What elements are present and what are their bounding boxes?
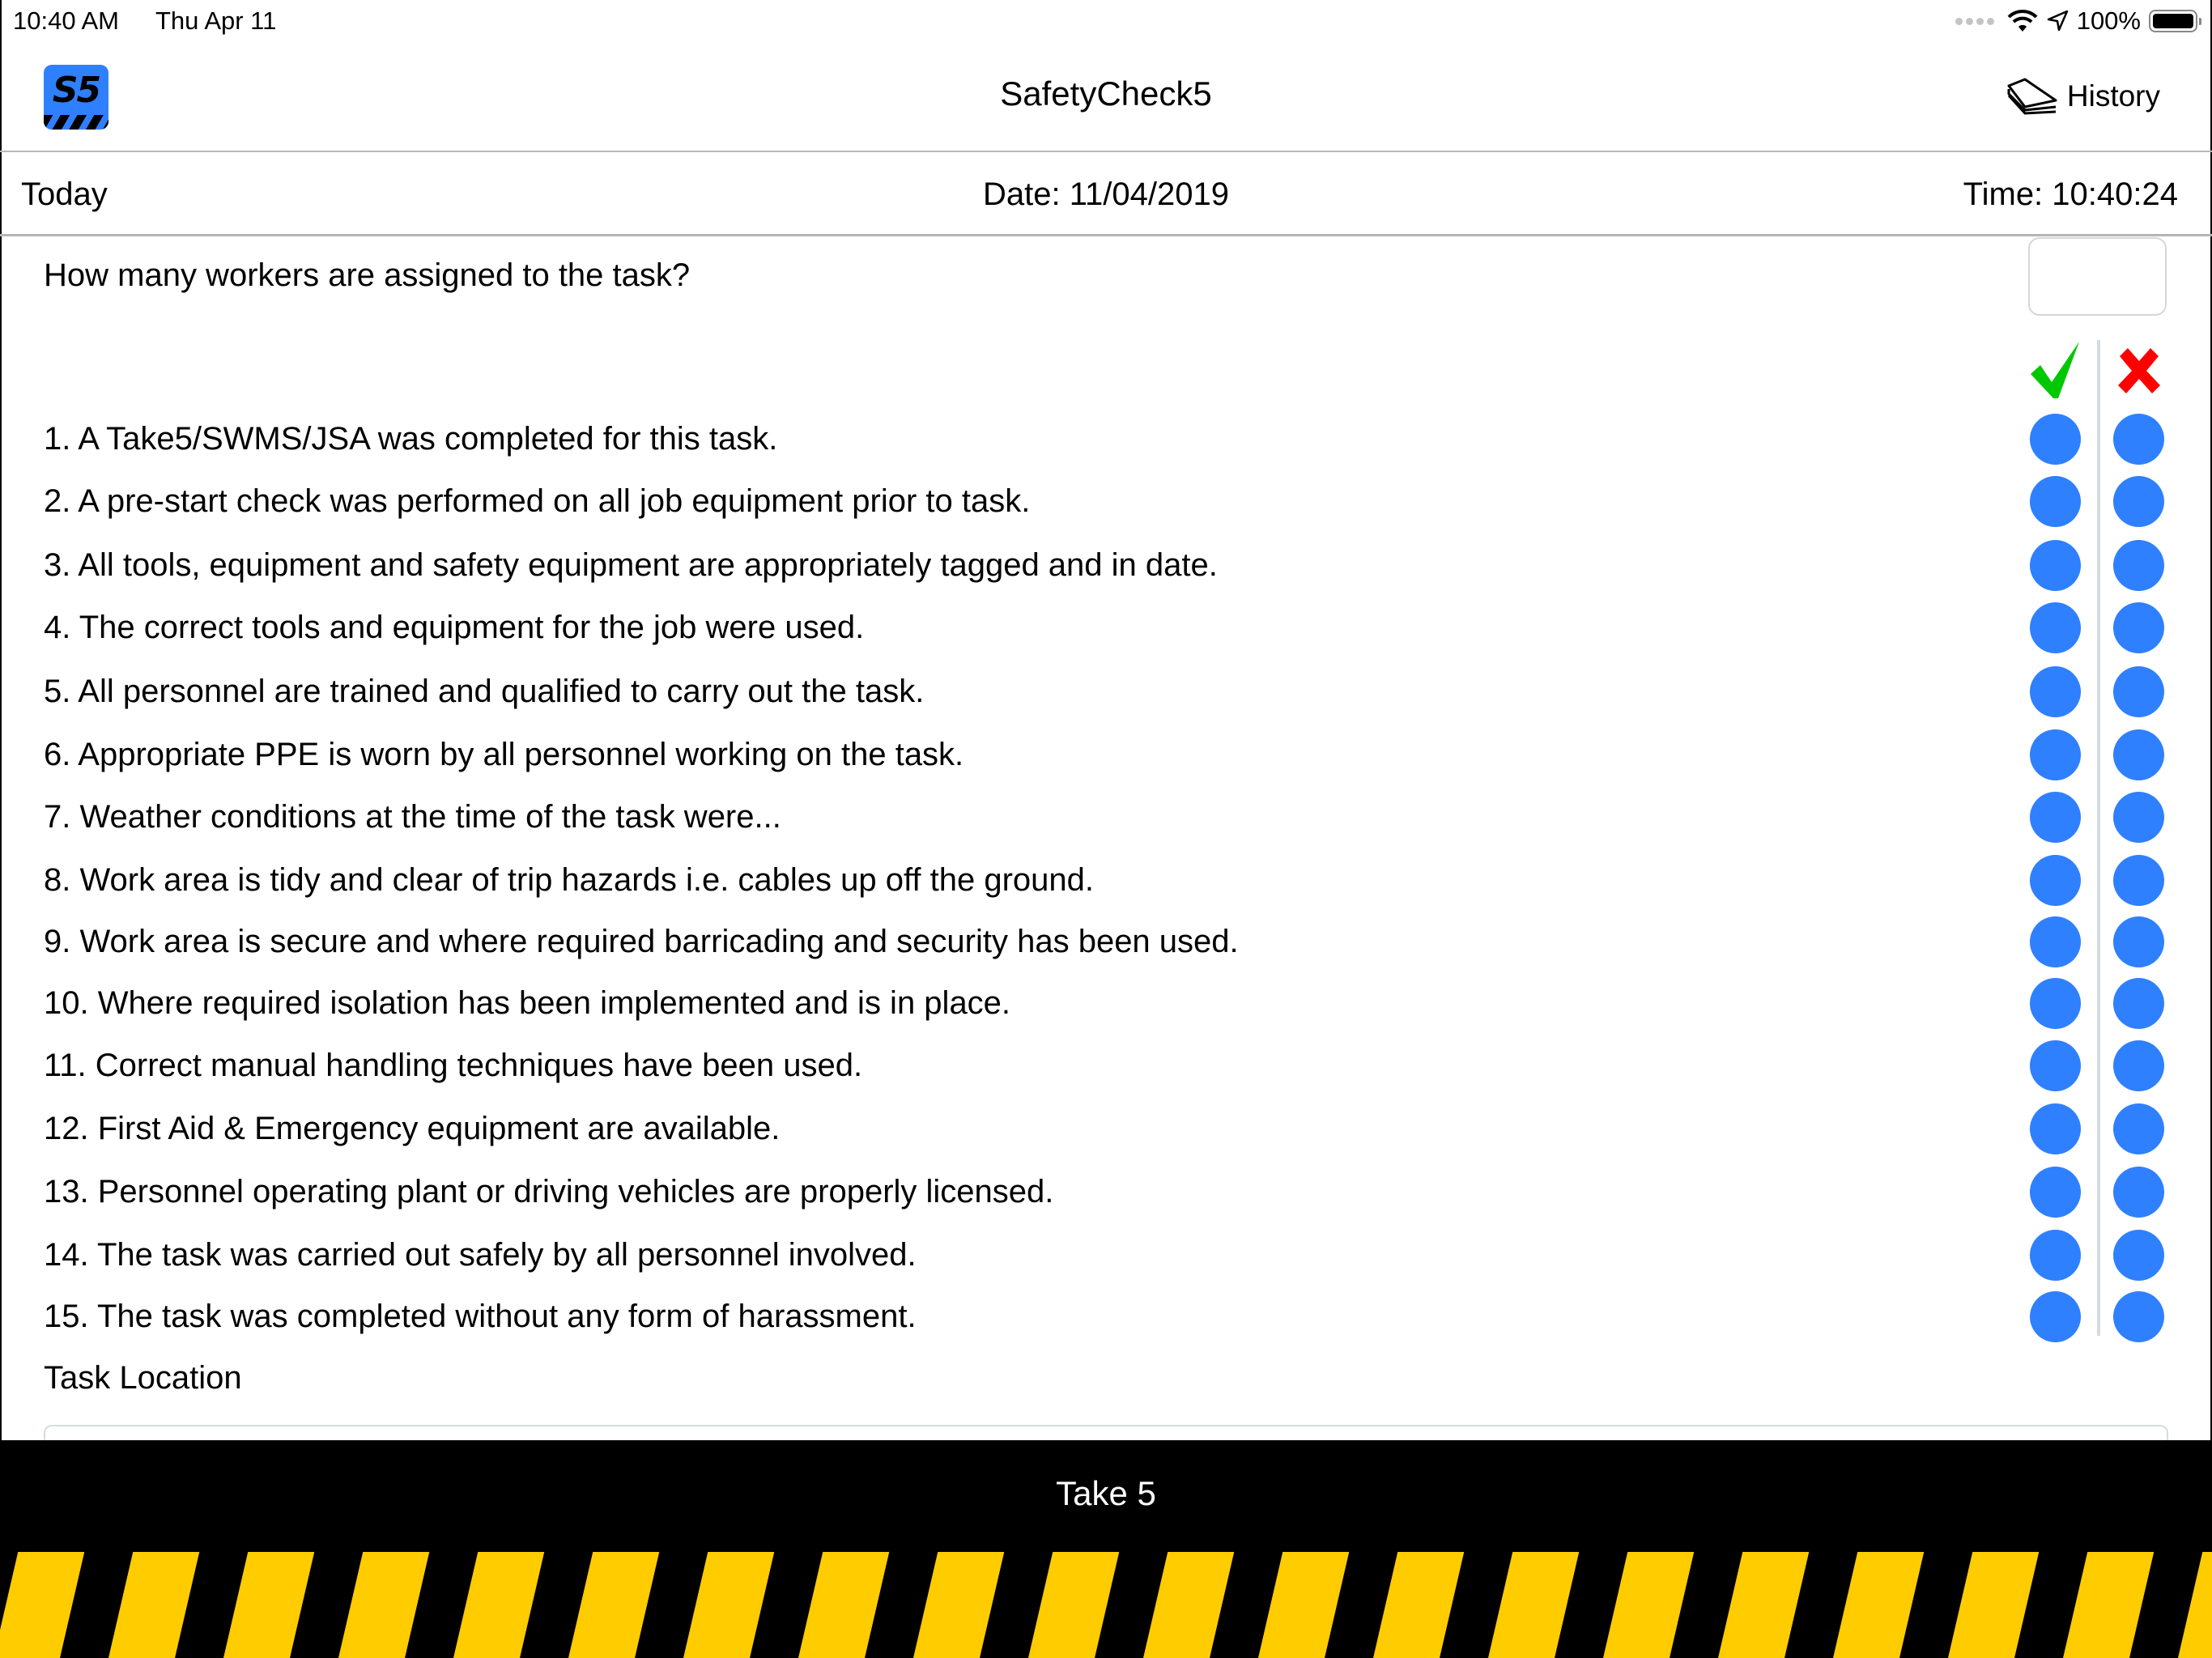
no-radio[interactable] (2113, 978, 2164, 1029)
hazard-stripe (798, 1552, 889, 1658)
hazard-stripe (1028, 1552, 1119, 1658)
yes-radio[interactable] (2030, 1103, 2081, 1154)
hazard-stripe (2178, 1552, 2212, 1658)
hazard-stripe (0, 1552, 84, 1658)
hazard-stripe (1143, 1552, 1234, 1658)
question-text: 13. Personnel operating plant or driving vehicles are properly licensed. (44, 1174, 1054, 1209)
workers-question: How many workers are assigned to the task? (44, 257, 691, 293)
no-radio[interactable] (2113, 476, 2164, 527)
no-radio[interactable] (2113, 414, 2164, 465)
cross-icon (2115, 348, 2163, 393)
date-time-bar (0, 152, 2212, 236)
no-radio[interactable] (2113, 855, 2164, 906)
hazard-stripe (1718, 1552, 1809, 1658)
question-text: 14. The task was carried out safely by all personnel involved. (44, 1237, 917, 1273)
date-display: Date: 11/04/2019 (983, 176, 1229, 212)
no-radio[interactable] (2113, 792, 2164, 843)
yes-radio[interactable] (2030, 476, 2081, 527)
checklist-row-3 (0, 534, 2212, 597)
checklist-row-10 (0, 971, 2212, 1035)
question-text: 15. The task was completed without any form of harassment. (44, 1299, 917, 1334)
location-arrow-icon (2046, 10, 2069, 32)
app-header (0, 42, 2212, 152)
hazard-stripe (568, 1552, 659, 1658)
question-text: 7. Weather conditions at the time of the task were... (44, 799, 781, 835)
checklist-row-8 (0, 848, 2212, 912)
question-text: 5. All personnel are trained and qualified to carry out the task. (44, 674, 925, 709)
checklist-row-12 (0, 1097, 2212, 1160)
app-title: SafetyCheck5 (1000, 74, 1212, 113)
checklist-row-11 (0, 1034, 2212, 1097)
task-location-label: Task Location (44, 1360, 242, 1396)
today-label: Today (21, 176, 108, 212)
question-text: 8. Work area is tidy and clear of trip hazards i.e. cables up off the ground. (44, 862, 1095, 898)
checklist-row-4 (0, 596, 2212, 659)
time-display: Time: 10:40:24 (1963, 176, 2178, 212)
signal-dots-icon (1955, 18, 1994, 25)
yes-radio[interactable] (2030, 1230, 2081, 1281)
question-text: 10. Where required isolation has been implemented and is in place. (44, 985, 1011, 1021)
question-text: 11. Correct manual handling techniques have been used. (44, 1048, 863, 1083)
hazard-stripe (1258, 1552, 1349, 1658)
history-label: History (2066, 79, 2160, 113)
yes-radio[interactable] (2030, 792, 2081, 843)
checklist-row-5 (0, 660, 2212, 723)
no-radio[interactable] (2113, 1040, 2164, 1091)
checklist-row-9 (0, 910, 2212, 973)
status-indicators (1955, 5, 2197, 37)
checklist-row-7 (0, 785, 2212, 848)
hazard-stripe (338, 1552, 429, 1658)
question-text: 9. Work area is secure and where required barricading and security has been used. (44, 924, 1239, 959)
checklist-row-6 (0, 723, 2212, 786)
hazard-stripe (1488, 1552, 1579, 1658)
no-radio[interactable] (2113, 1167, 2164, 1218)
yes-radio[interactable] (2030, 602, 2081, 653)
question-text: 1. A Take5/SWMS/JSA was completed for this task. (44, 421, 778, 457)
hazard-stripe (453, 1552, 544, 1658)
yes-radio[interactable] (2030, 540, 2081, 591)
logo-stripes (44, 115, 108, 130)
no-radio[interactable] (2113, 602, 2164, 653)
no-radio[interactable] (2113, 540, 2164, 591)
yes-radio[interactable] (2030, 414, 2081, 465)
footer-title: Take 5 (1056, 1474, 1156, 1512)
yes-radio[interactable] (2030, 916, 2081, 967)
yes-radio[interactable] (2030, 978, 2081, 1029)
yes-radio[interactable] (2030, 855, 2081, 906)
question-text: 2. A pre-start check was performed on all job equipment prior to task. (44, 483, 1031, 519)
hazard-stripe (1373, 1552, 1464, 1658)
stacked-papers-icon (2006, 78, 2061, 115)
hazard-stripe (1948, 1552, 2039, 1658)
hazard-stripe (1833, 1552, 1924, 1658)
yes-radio[interactable] (2030, 1167, 2081, 1218)
status-bar (0, 0, 2212, 42)
no-radio[interactable] (2113, 1230, 2164, 1281)
no-radio[interactable] (2113, 666, 2164, 717)
checklist-row-1 (0, 407, 2212, 470)
question-text: 4. The correct tools and equipment for the job were used. (44, 610, 865, 645)
no-radio[interactable] (2113, 1291, 2164, 1342)
history-button[interactable] (2006, 78, 2160, 115)
workers-count-input[interactable] (2028, 237, 2167, 316)
question-text: 12. First Aid & Emergency equipment are available. (44, 1111, 781, 1146)
hazard-stripe (108, 1552, 199, 1658)
no-radio[interactable] (2113, 1103, 2164, 1154)
checklist-row-14 (0, 1223, 2212, 1286)
hazard-stripe (913, 1552, 1004, 1658)
no-radio[interactable] (2113, 729, 2164, 780)
checklist-row-15 (0, 1285, 2212, 1348)
hazard-stripe (683, 1552, 774, 1658)
hazard-stripe (1603, 1552, 1694, 1658)
check-icon (2031, 340, 2081, 398)
checklist-row-2 (0, 470, 2212, 533)
status-time: 10:40 AM (13, 6, 119, 35)
yes-radio[interactable] (2030, 1040, 2081, 1091)
logo-text: S5 (52, 70, 100, 111)
status-date: Thu Apr 11 (155, 6, 277, 35)
question-text: 6. Appropriate PPE is worn by all personnel working on the task. (44, 737, 964, 772)
yes-radio[interactable] (2030, 729, 2081, 780)
hazard-stripe (2063, 1552, 2154, 1658)
battery-percent: 100% (2076, 6, 2141, 35)
yes-radio[interactable] (2030, 1291, 2081, 1342)
hazard-stripe (223, 1552, 314, 1658)
wifi-icon (2007, 9, 2038, 33)
checklist-row-13 (0, 1160, 2212, 1223)
yes-radio[interactable] (2030, 666, 2081, 717)
hazard-stripes (0, 1552, 2212, 1658)
battery-icon (2149, 10, 2197, 32)
no-radio[interactable] (2113, 916, 2164, 967)
footer-bar (0, 1440, 2212, 1658)
question-text: 3. All tools, equipment and safety equipment are appropriately tagged and in date. (44, 547, 1218, 583)
